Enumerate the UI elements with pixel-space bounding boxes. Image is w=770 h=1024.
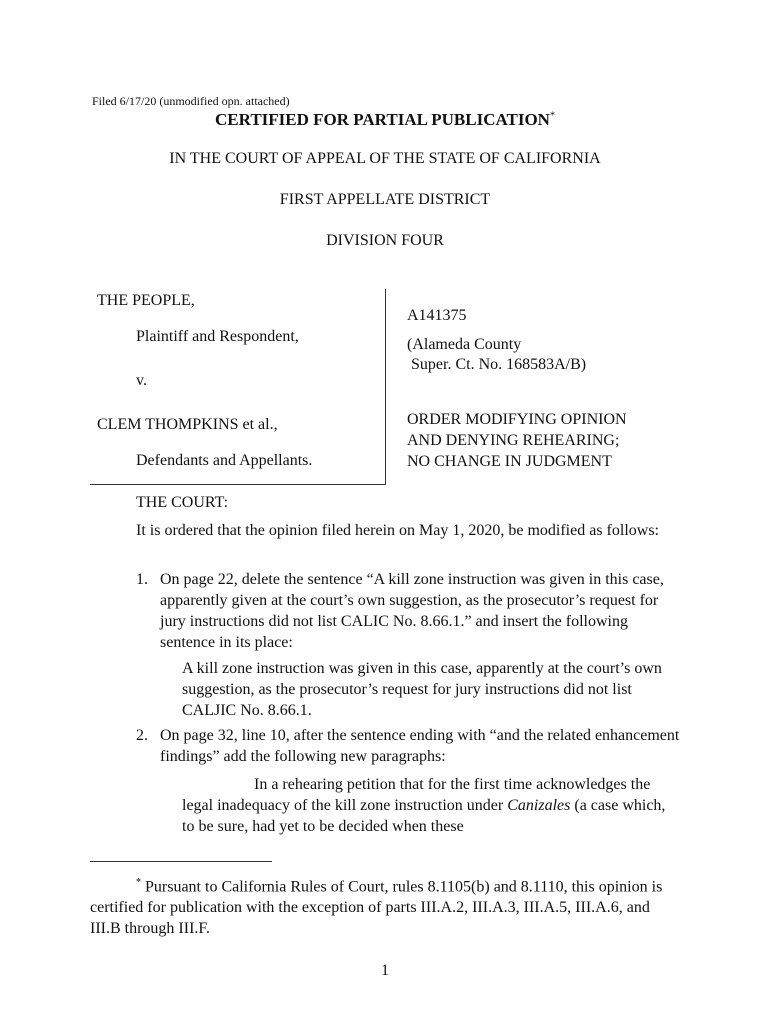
district-name: FIRST APPELLATE DISTRICT <box>279 191 491 208</box>
versus: v. <box>136 372 147 389</box>
item-2-number: 2. <box>136 727 148 744</box>
item-2-new-paragraph-part-2: (a case which, to be sure, had yet to be decided when these <box>182 797 666 835</box>
plaintiff-name: THE PEOPLE, <box>97 292 195 309</box>
the-court-label: THE COURT: <box>136 494 229 511</box>
footnote-mark: * <box>136 877 141 888</box>
footnote <box>90 872 680 939</box>
court-name: IN THE COURT OF APPEAL OF THE STATE OF CALIFORNIA <box>169 150 601 167</box>
item-1-inserted-sentence: A kill zone instruction was given in this case, apparently at the court’s own suggestion, as the prosecutor’s request for jury instructions did not list CALJIC No. 8.66.1. <box>182 660 662 719</box>
modification-item-1 <box>136 569 682 653</box>
case-citation-canizales: Canizales <box>507 797 571 814</box>
footnote-separator <box>90 861 272 862</box>
order-title-line-2: AND DENYING REHEARING; <box>407 432 620 449</box>
item-1-text: On page 22, delete the sentence “A kill zone instruction was given in this case, apparently given at the court’s own suggestion, as the prosecutor’s request for jury instructions did not list CALIC No. 8.66.1.” and insert the following sentence in its place: <box>160 571 664 651</box>
item-2-text: On page 32, line 10, after the sentence ending with “and the related enhancement findings” add the following new paragraphs: <box>160 727 680 765</box>
case-number: A141375 <box>407 307 467 324</box>
order-intro: It is ordered that the opinion filed herein on May 1, 2020, be modified as follows: <box>136 522 659 539</box>
order-title-line-1: ORDER MODIFYING OPINION <box>407 411 627 428</box>
modification-item-2 <box>136 725 682 767</box>
footnote-text: Pursuant to California Rules of Court, rules 8.1105(b) and 8.1110, this opinion is certified for publication with the exception of parts III.A.2, III.A.3, III.A.5, III.A.6, and III.B through III.F. <box>90 878 663 938</box>
superior-court-number: Super. Ct. No. 168583A/B) <box>411 356 587 373</box>
order-title-line-3: NO CHANGE IN JUDGMENT <box>407 453 612 470</box>
item-2-new-paragraph-part-1: In a rehearing petition that for the first time acknowledges the legal inadequacy of the kill zone instruction under <box>182 776 651 814</box>
certification-heading <box>0 110 770 130</box>
certification-text: CERTIFIED FOR PARTIAL PUBLICATION <box>215 110 550 129</box>
item-1-number: 1. <box>136 571 148 588</box>
plaintiff-role: Plaintiff and Respondent, <box>136 328 299 345</box>
filed-note: Filed 6/17/20 (unmodified opn. attached) <box>92 94 290 108</box>
county: (Alameda County <box>407 336 522 353</box>
caption-vertical-rule <box>385 289 386 485</box>
certification-footnote-mark: * <box>549 110 555 122</box>
page-number: 1 <box>381 962 389 979</box>
item-2-new-paragraph <box>182 774 678 837</box>
caption-horizontal-rule <box>90 484 386 485</box>
division-name: DIVISION FOUR <box>326 232 444 249</box>
defendant-role: Defendants and Appellants. <box>136 452 313 469</box>
defendant-name: CLEM THOMPKINS et al., <box>97 416 278 433</box>
